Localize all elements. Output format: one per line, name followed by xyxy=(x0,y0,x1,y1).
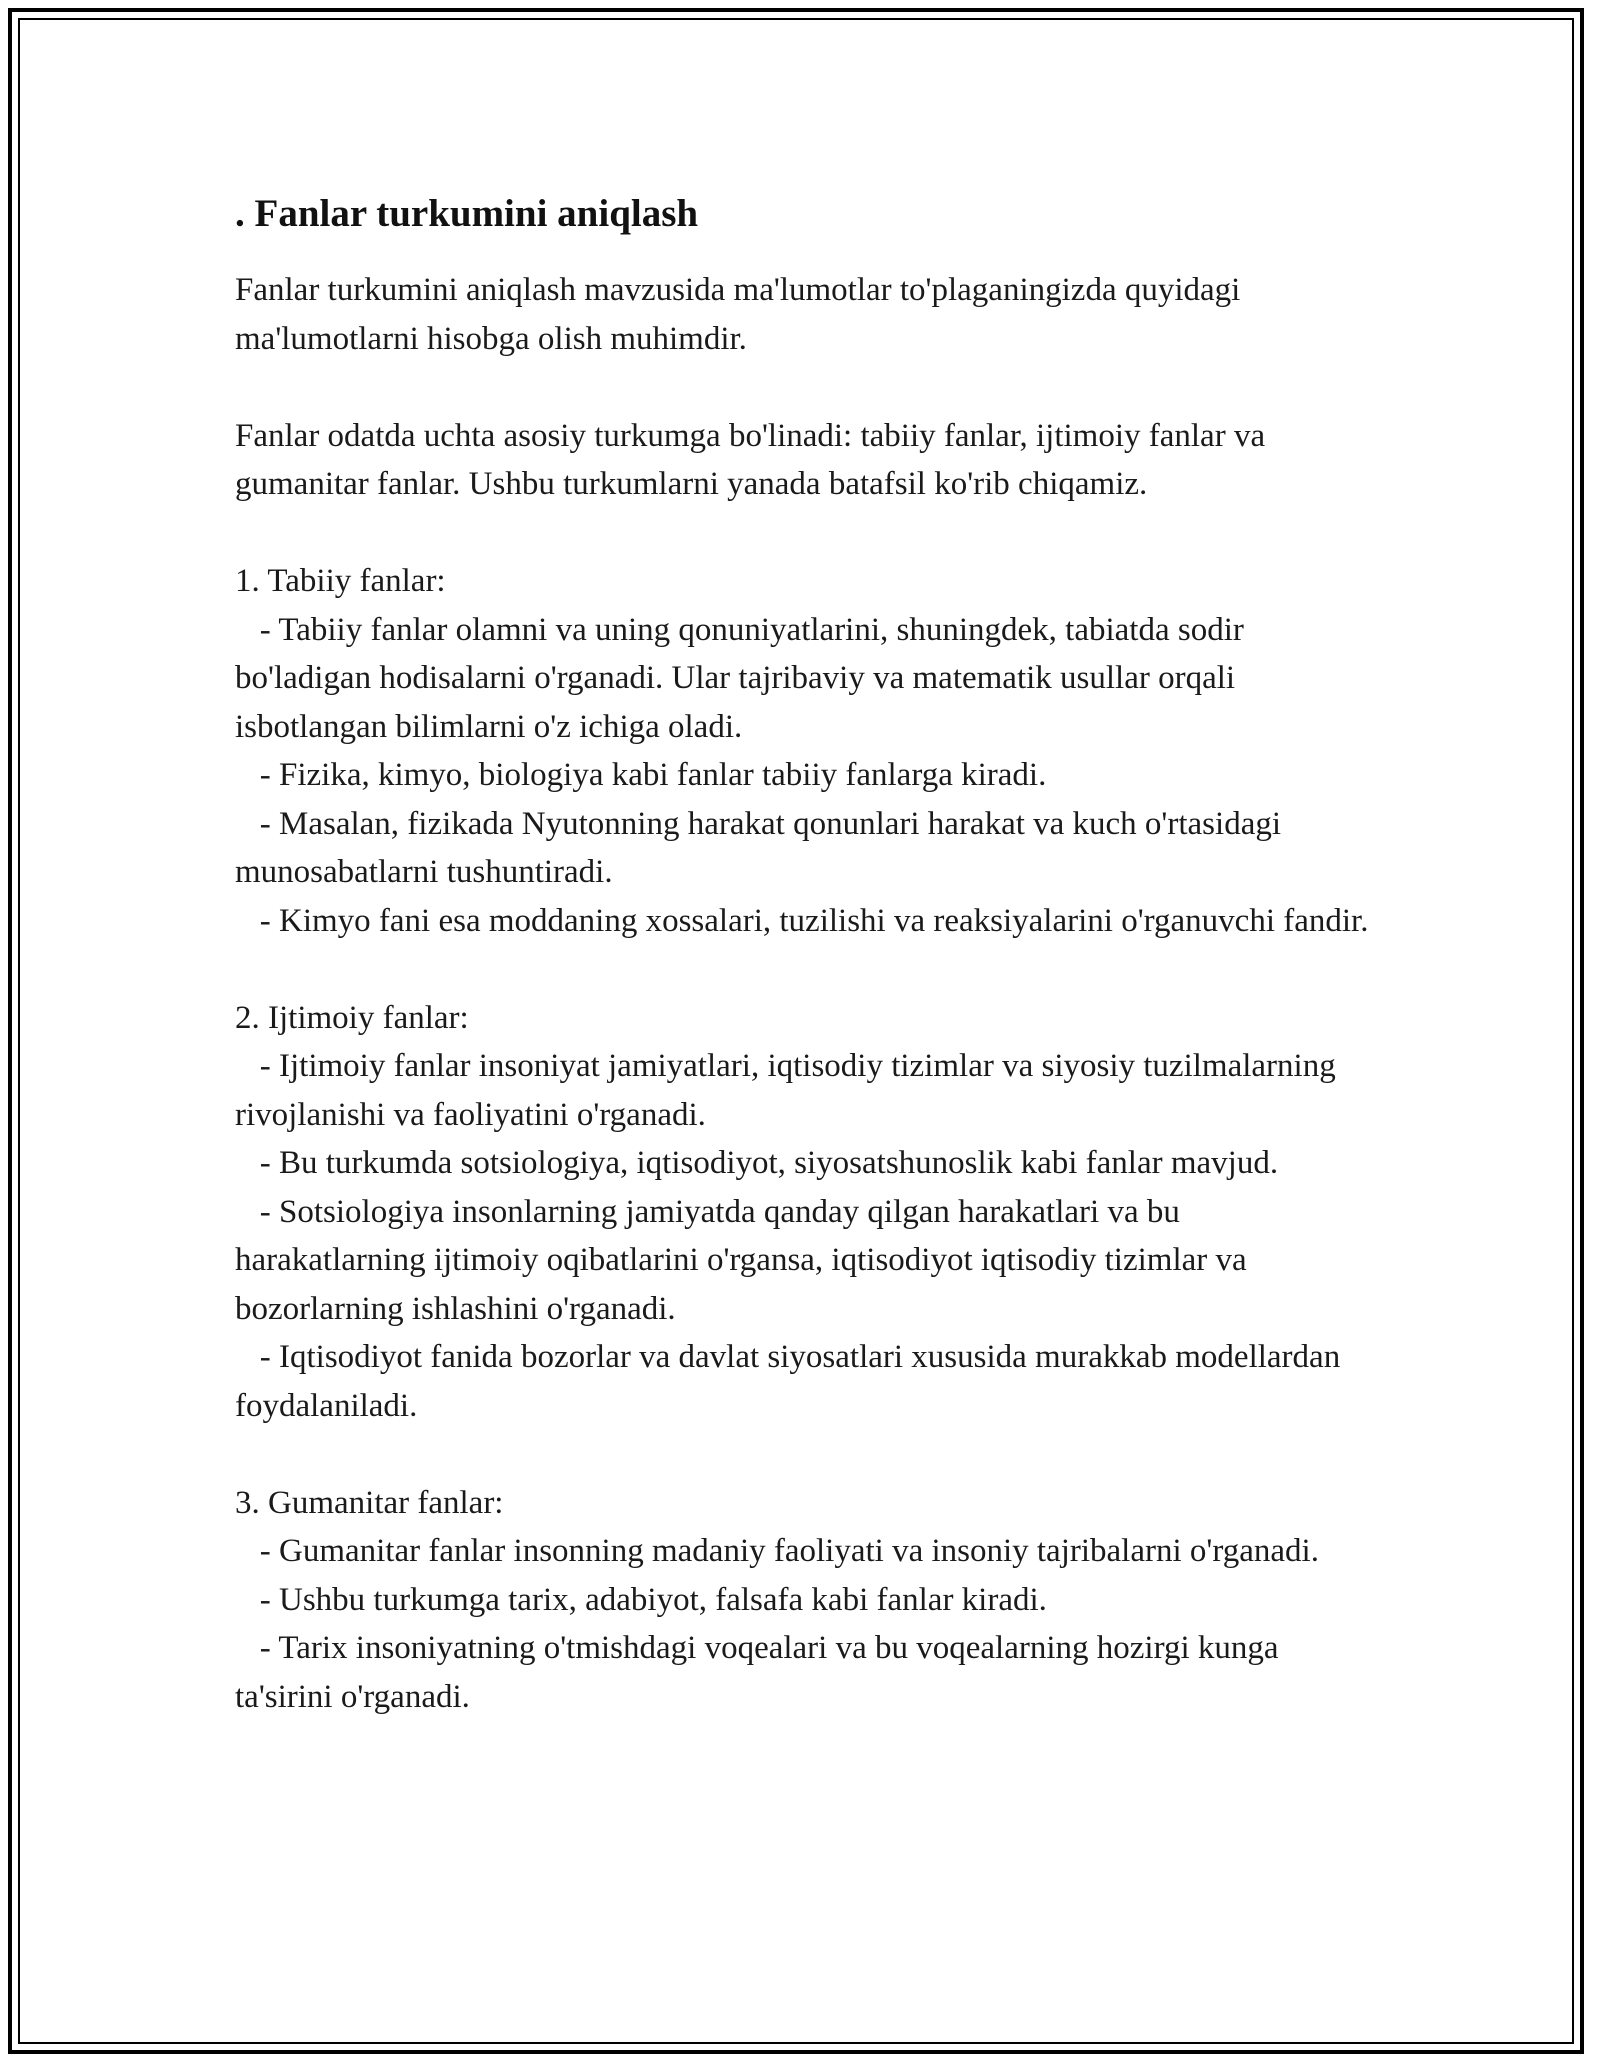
document-title: . Fanlar turkumini aniqlash xyxy=(235,192,699,235)
paragraph-gap xyxy=(235,1430,1370,1479)
list-item: - Sotsiologiya insonlarning jamiyatda qanday qilgan harakatlari va bu harakatlarning ijtimoiy oqibatlarini o'rgansa, iqtisodiyot iqtisodiy tizimlar va bozorlarning ishlashini o'rganadi. xyxy=(235,1193,1255,1327)
section-ijtimoiy-fanlar xyxy=(235,994,1370,1431)
list-item: - Masalan, fizikada Nyutonning harakat qonunlari harakat va kuch o'rtasidagi munosabatlarni tushuntiradi. xyxy=(235,805,1290,890)
document-body xyxy=(235,186,1370,1721)
overview-paragraph: Fanlar odatda uchta asosiy turkumga bo'linadi: tabiiy fanlar, ijtimoiy fanlar va gumanitar fanlar. Ushbu turkumlarni yanada batafsil ko'rib chiqamiz. xyxy=(235,417,1266,502)
section-tabiiy-fanlar xyxy=(235,557,1370,945)
list-item: - Gumanitar fanlar insonning madaniy faoliyati va insoniy tajribalarni o'rganadi. xyxy=(235,1533,1319,1569)
paragraph-gap xyxy=(235,363,1370,412)
section-gumanitar-fanlar xyxy=(235,1479,1370,1722)
list-item: - Tarix insoniyatning o'tmishdagi voqealari va bu voqealarning hozirgi kunga ta'sirini o'rganadi. xyxy=(235,1630,1287,1715)
list-item: - Kimyo fani esa moddaning xossalari, tuzilishi va reaksiyalarini o'rganuvchi fandir. xyxy=(235,902,1369,939)
list-item: - Tabiiy fanlar olamni va uning qonuniyatlarini, shuningdek, tabiatda sodir bo'ladigan hodisalarni o'rganadi. Ular tajribaviy va matematik usullar orqali isbotlangan bilimlarni o'z ichiga oladi. xyxy=(235,611,1253,745)
section-heading: 3. Gumanitar fanlar: xyxy=(235,1484,504,1521)
section-heading: 2. Ijtimoiy fanlar: xyxy=(235,999,469,1036)
list-item: - Iqtisodiyot fanida bozorlar va davlat siyosatlari xususida murakkab modellardan foydalaniladi. xyxy=(235,1339,1349,1424)
list-item: - Ushbu turkumga tarix, adabiyot, falsafa kabi fanlar kiradi. xyxy=(235,1581,1047,1618)
section-heading: 1. Tabiiy fanlar: xyxy=(235,563,446,599)
paragraph-gap xyxy=(235,945,1370,994)
list-item: - Bu turkumda sotsiologiya, iqtisodiyot, siyosatshunoslik kabi fanlar mavjud. xyxy=(235,1145,1279,1181)
paragraph-gap xyxy=(235,509,1370,558)
intro-paragraph: Fanlar turkumini aniqlash mavzusida ma'lumotlar to'plaganingizda quyidagi ma'lumotlarni hisobga olish muhimdir. xyxy=(235,272,1241,357)
list-item: - Ijtimoiy fanlar insoniyat jamiyatlari, iqtisodiy tizimlar va siyosiy tuzilmalarning rivojlanishi va faoliyatini o'rganadi. xyxy=(235,1048,1344,1133)
list-item: - Fizika, kimyo, biologiya kabi fanlar tabiiy fanlarga kiradi. xyxy=(235,757,1047,793)
